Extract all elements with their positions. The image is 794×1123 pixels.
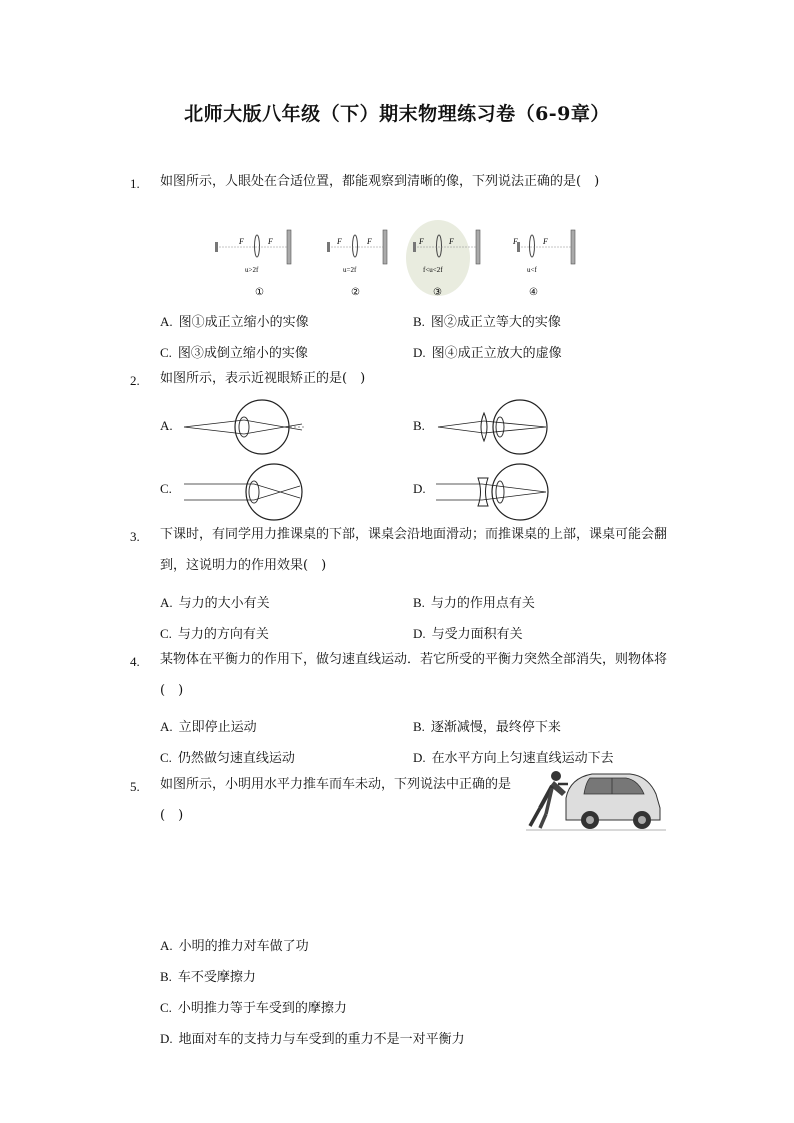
q3-option-c-key: C.	[160, 626, 172, 641]
q4-option-a-text: 立即停止运动	[178, 720, 257, 735]
q4-option-b-text: 逐渐减慢，最终停下来	[430, 720, 561, 735]
q5-option-a-key: A.	[160, 938, 173, 953]
q4-option-d[interactable]	[413, 747, 614, 766]
focus-label-4b: F	[543, 237, 548, 246]
q2-option-d-key: D.	[413, 481, 426, 496]
q1-option-d-text: 图④成正立放大的虚像	[431, 346, 562, 361]
q4-option-c-text: 仍然做匀速直线运动	[177, 751, 295, 766]
q3-option-d-text: 与受力面积有关	[431, 627, 523, 642]
focus-label-2a: F	[337, 237, 342, 246]
q3-option-c-text: 与力的方向有关	[177, 627, 269, 642]
q1-option-c-key: C.	[160, 345, 172, 360]
condition-label-4: u<f	[527, 266, 537, 274]
q5-option-c[interactable]	[160, 997, 347, 1016]
question-2-text: 如图所示，表示近视眼矫正的是( )	[160, 371, 366, 386]
lens-panel-4	[512, 230, 575, 298]
circle-label-1: ①	[255, 287, 264, 298]
q2-option-b[interactable]	[413, 418, 431, 434]
q2-eye-diagram-c	[182, 462, 308, 522]
focus-label-1a: F	[239, 237, 244, 246]
q5-option-d[interactable]	[160, 1028, 465, 1047]
q1-option-c-text: 图③成倒立缩小的实像	[177, 346, 308, 361]
q1-option-b[interactable]	[413, 311, 561, 330]
q4-option-d-text: 在水平方向上匀速直线运动下去	[431, 751, 614, 766]
q2-eye-diagram-a	[182, 398, 312, 456]
q4-option-b-key: B.	[413, 719, 425, 734]
q1-option-b-text: 图②成正立等大的实像	[430, 315, 561, 330]
circle-label-2: ②	[351, 287, 360, 298]
q2-option-b-key: B.	[413, 418, 425, 433]
question-4-number: 4.	[130, 654, 140, 669]
q2-option-d[interactable]	[413, 481, 432, 497]
q5-option-b-key: B.	[160, 969, 172, 984]
lens-panel-2	[327, 230, 387, 298]
question-5-number: 5.	[130, 779, 140, 794]
q3-option-a-key: A.	[160, 595, 173, 610]
q3-option-c[interactable]	[160, 623, 269, 642]
q3-option-a-text: 与力的大小有关	[178, 596, 270, 611]
lens-panel-3	[406, 220, 480, 298]
q3-option-d-key: D.	[413, 626, 426, 641]
q4-option-b[interactable]	[413, 716, 561, 735]
q2-eye-diagram-b	[434, 398, 554, 456]
q5-option-d-key: D.	[160, 1031, 173, 1046]
q2-option-c[interactable]	[160, 481, 178, 497]
q4-option-a[interactable]	[160, 716, 257, 735]
circle-label-3: ③	[433, 287, 442, 298]
lens-panel-1	[215, 230, 291, 298]
q1-option-d[interactable]	[413, 342, 562, 361]
q2-option-a[interactable]	[160, 418, 179, 434]
focus-label-2b: F	[367, 237, 372, 246]
q1-option-a-key: A.	[160, 314, 173, 329]
q2-option-c-key: C.	[160, 481, 172, 496]
q1-option-a[interactable]	[160, 311, 309, 330]
q5-option-d-text: 地面对车的支持力与车受到的重力不是一对平衡力	[178, 1032, 465, 1047]
q3-option-a[interactable]	[160, 592, 270, 611]
q1-option-b-key: B.	[413, 314, 425, 329]
q3-option-d[interactable]	[413, 623, 523, 642]
condition-label-3: f<u<2f	[423, 266, 443, 274]
q5-option-a-text: 小明的推力对车做了功	[178, 939, 309, 954]
q2-eye-diagram-d	[434, 462, 554, 522]
question-3-text: 下课时，有同学用力推课桌的下部，课桌会沿地面滑动；而推课桌的上部，课桌可能会翻到，这说明力的作用效果( )	[160, 527, 668, 573]
question-2-number: 2.	[130, 373, 140, 388]
circle-label-4: ④	[529, 287, 538, 298]
q3-option-b-text: 与力的作用点有关	[430, 596, 535, 611]
condition-label-1: u>2f	[245, 266, 259, 274]
question-1-text: 如图所示，人眼处在合适位置，都能观察到清晰的像，下列说法正确的是( )	[160, 174, 600, 189]
focus-label-1b: F	[268, 237, 273, 246]
focus-label-3a: F	[419, 237, 424, 246]
question-1-lens-figure	[205, 218, 590, 300]
question-5-text: 如图所示，小明用水平力推车而车未动，下列说法中正确的是( )	[160, 777, 512, 823]
question-1-number: 1.	[130, 176, 140, 191]
q5-option-b[interactable]	[160, 966, 256, 985]
focus-label-3b: F	[449, 237, 454, 246]
q3-option-b-key: B.	[413, 595, 425, 610]
q4-option-a-key: A.	[160, 719, 173, 734]
condition-label-2: u=2f	[343, 266, 357, 274]
q4-option-c[interactable]	[160, 747, 295, 766]
q2-option-a-key: A.	[160, 418, 173, 433]
q1-option-c[interactable]	[160, 342, 308, 361]
q5-option-c-key: C.	[160, 1000, 172, 1015]
q5-option-c-text: 小明推力等于车受到的摩擦力	[177, 1001, 347, 1016]
q5-option-b-text: 车不受摩擦力	[177, 970, 256, 985]
q4-option-c-key: C.	[160, 750, 172, 765]
q3-option-b[interactable]	[413, 592, 535, 611]
q5-pushing-car-image	[526, 768, 666, 834]
focus-label-4a: F	[513, 237, 518, 246]
question-3-number: 3.	[130, 529, 140, 544]
page-title: 北师大版八年级（下）期末物理练习卷（6-9章）	[184, 103, 610, 125]
question-4-text: 某物体在平衡力的作用下，做匀速直线运动．若它所受的平衡力突然全部消失，则物体将( )	[160, 652, 668, 698]
q5-option-a[interactable]	[160, 935, 309, 954]
q1-option-d-key: D.	[413, 345, 426, 360]
q1-option-a-text: 图①成正立缩小的实像	[178, 315, 309, 330]
q4-option-d-key: D.	[413, 750, 426, 765]
